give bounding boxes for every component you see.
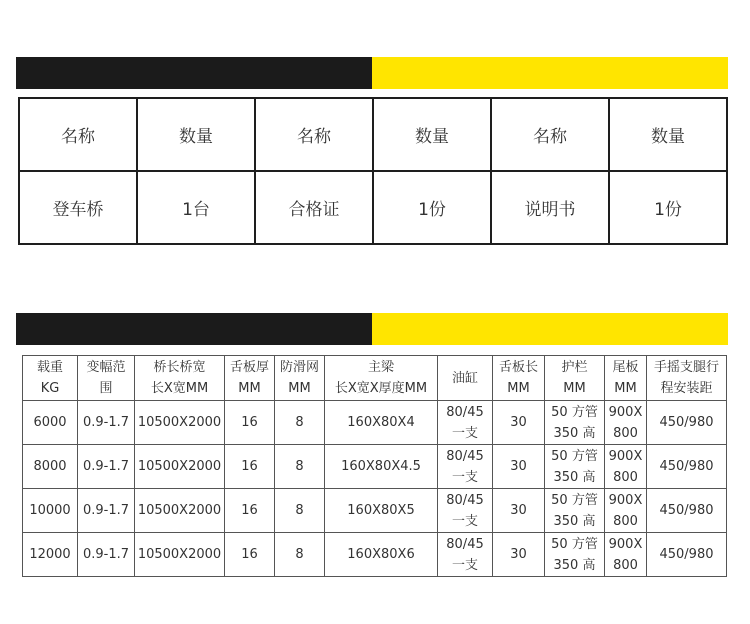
table-row (23, 489, 727, 533)
data-cell: 900X 800 (605, 401, 647, 445)
data-cell: 1份 (609, 171, 727, 244)
data-cell: 8000 (23, 445, 78, 489)
data-cell: 900X 800 (605, 489, 647, 533)
header-cell: 名称 (255, 98, 373, 171)
header-cell: 尾板 MM (605, 356, 647, 401)
header-cell: 载重 KG (23, 356, 78, 401)
data-cell: 8 (275, 401, 325, 445)
data-cell: 50 方管 350 高 (545, 445, 605, 489)
contents-table (18, 97, 728, 245)
table-row (23, 401, 727, 445)
band-yellow-part (372, 313, 728, 345)
header-cell: 舌板厚 MM (225, 356, 275, 401)
data-cell: 50 方管 350 高 (545, 401, 605, 445)
data-cell: 30 (493, 489, 545, 533)
section-band-1 (16, 57, 728, 89)
data-cell: 16 (225, 401, 275, 445)
data-cell: 160X80X6 (325, 533, 438, 577)
data-cell: 450/980 (647, 533, 727, 577)
data-cell: 50 方管 350 高 (545, 489, 605, 533)
header-cell: 数量 (137, 98, 255, 171)
data-cell: 登车桥 (19, 171, 137, 244)
header-cell: 护栏 MM (545, 356, 605, 401)
header-cell: 变幅范 围 (78, 356, 135, 401)
band-black-part (16, 57, 372, 89)
data-cell: 1台 (137, 171, 255, 244)
data-cell: 10500X2000 (135, 401, 225, 445)
header-cell: 油缸 (438, 356, 493, 401)
data-cell: 12000 (23, 533, 78, 577)
header-cell: 数量 (373, 98, 491, 171)
data-cell: 450/980 (647, 445, 727, 489)
data-cell: 80/45 一支 (438, 445, 493, 489)
data-cell: 8 (275, 445, 325, 489)
header-cell: 防滑网 MM (275, 356, 325, 401)
data-cell: 30 (493, 445, 545, 489)
data-cell: 10500X2000 (135, 445, 225, 489)
table-row (23, 445, 727, 489)
data-cell: 30 (493, 401, 545, 445)
data-cell: 1份 (373, 171, 491, 244)
data-cell: 8 (275, 489, 325, 533)
data-cell: 160X80X4 (325, 401, 438, 445)
data-cell: 80/45 一支 (438, 533, 493, 577)
band-black-part (16, 313, 372, 345)
band-yellow-part (372, 57, 728, 89)
data-cell: 30 (493, 533, 545, 577)
data-cell: 0.9-1.7 (78, 489, 135, 533)
header-cell: 桥长桥宽 长X宽MM (135, 356, 225, 401)
header-cell: 名称 (19, 98, 137, 171)
data-cell: 10500X2000 (135, 489, 225, 533)
contents-data-row (19, 171, 727, 244)
data-cell: 16 (225, 533, 275, 577)
data-cell: 10500X2000 (135, 533, 225, 577)
data-cell: 说明书 (491, 171, 609, 244)
spec-table (22, 355, 727, 577)
data-cell: 80/45 一支 (438, 401, 493, 445)
data-cell: 8 (275, 533, 325, 577)
section-band-2 (16, 313, 728, 345)
header-cell: 手摇支腿行 程安装距 (647, 356, 727, 401)
data-cell: 450/980 (647, 401, 727, 445)
data-cell: 16 (225, 445, 275, 489)
data-cell: 160X80X4.5 (325, 445, 438, 489)
data-cell: 900X 800 (605, 533, 647, 577)
data-cell: 450/980 (647, 489, 727, 533)
data-cell: 10000 (23, 489, 78, 533)
data-cell: 0.9-1.7 (78, 445, 135, 489)
header-cell: 主梁 长X宽X厚度MM (325, 356, 438, 401)
data-cell: 900X 800 (605, 445, 647, 489)
spec-header-row (23, 356, 727, 401)
data-cell: 6000 (23, 401, 78, 445)
contents-header-row (19, 98, 727, 171)
table-row (23, 533, 727, 577)
data-cell: 0.9-1.7 (78, 533, 135, 577)
data-cell: 80/45 一支 (438, 489, 493, 533)
header-cell: 舌板长 MM (493, 356, 545, 401)
data-cell: 50 方管 350 高 (545, 533, 605, 577)
header-cell: 数量 (609, 98, 727, 171)
data-cell: 0.9-1.7 (78, 401, 135, 445)
data-cell: 160X80X5 (325, 489, 438, 533)
data-cell: 合格证 (255, 171, 373, 244)
data-cell: 16 (225, 489, 275, 533)
header-cell: 名称 (491, 98, 609, 171)
